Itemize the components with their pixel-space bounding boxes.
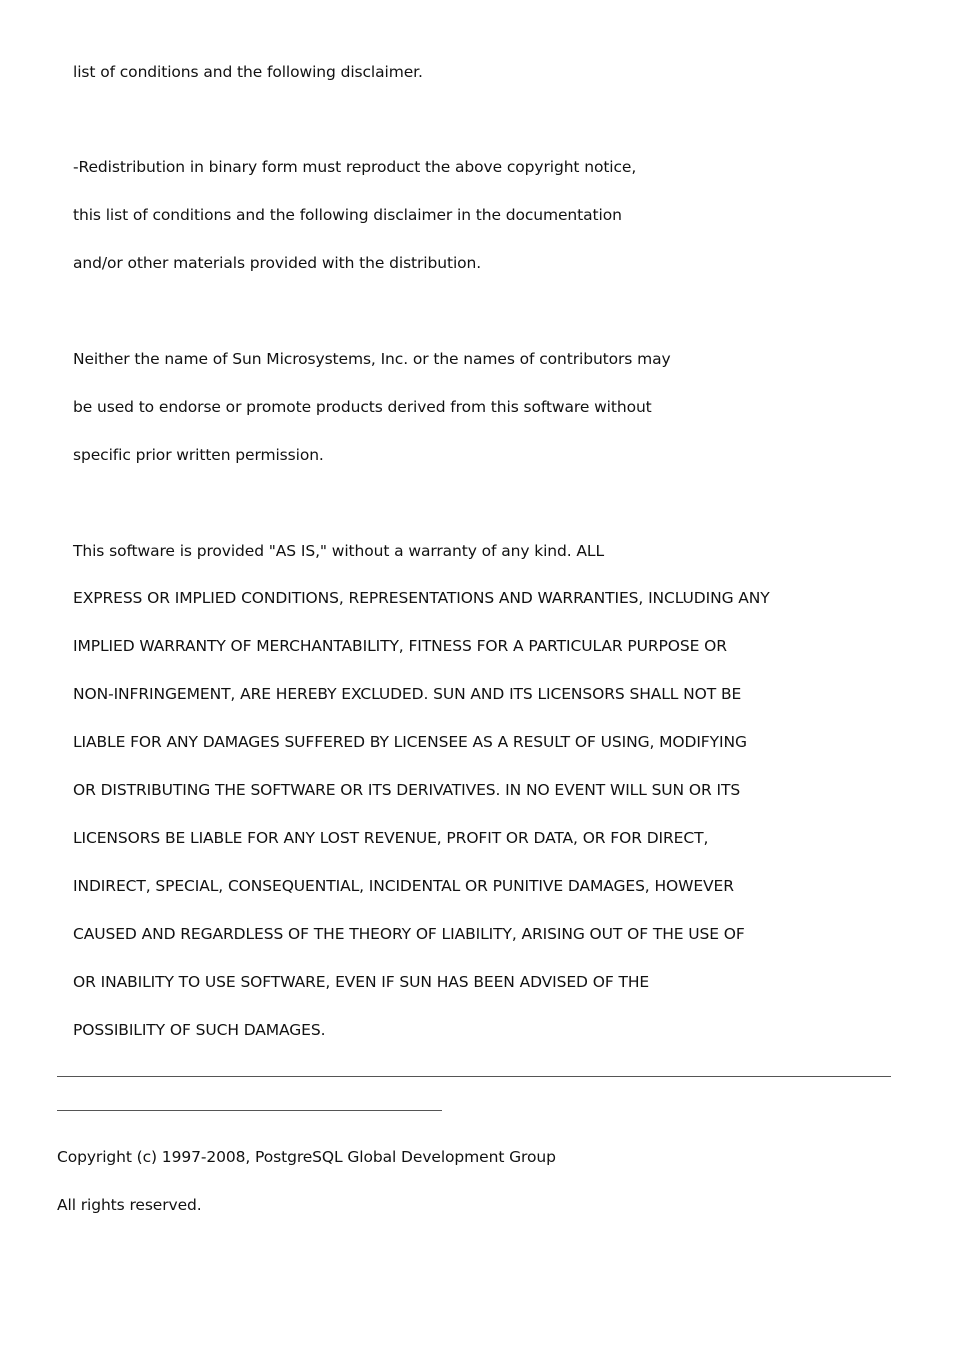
license-line: EXPRESS OR IMPLIED CONDITIONS, REPRESENTATIONS AND WARRANTIES, INCLUDING ANY <box>73 589 770 607</box>
license-line: POSSIBILITY OF SUCH DAMAGES. <box>73 1021 326 1039</box>
license-line: Neither the name of Sun Microsystems, Inc. or the names of contributors may <box>73 350 671 368</box>
license-line: IMPLIED WARRANTY OF MERCHANTABILITY, FITNESS FOR A PARTICULAR PURPOSE OR <box>73 637 727 655</box>
license-line: This software is provided "AS IS," without a warranty of any kind. ALL <box>73 542 604 560</box>
section-divider <box>57 1076 891 1077</box>
license-line: -Redistribution in binary form must reproduct the above copyright notice, <box>73 158 637 176</box>
rights-reserved: All rights reserved. <box>57 1196 202 1214</box>
license-line: LICENSORS BE LIABLE FOR ANY LOST REVENUE, PROFIT OR DATA, OR FOR DIRECT, <box>73 829 709 847</box>
license-line: this list of conditions and the following disclaimer in the documentation <box>73 206 622 224</box>
license-line: NON-INFRINGEMENT, ARE HEREBY EXCLUDED. SUN AND ITS LICENSORS SHALL NOT BE <box>73 685 742 703</box>
license-line: CAUSED AND REGARDLESS OF THE THEORY OF LIABILITY, ARISING OUT OF THE USE OF <box>73 925 745 943</box>
license-line: and/or other materials provided with the distribution. <box>73 254 482 272</box>
license-line: specific prior written permission. <box>73 446 324 464</box>
copyright-notice: Copyright (c) 1997-2008, PostgreSQL Global Development Group <box>57 1148 556 1166</box>
license-line: LIABLE FOR ANY DAMAGES SUFFERED BY LICENSEE AS A RESULT OF USING, MODIFYING <box>73 733 747 751</box>
license-line: list of conditions and the following disclaimer. <box>73 63 423 81</box>
license-line: INDIRECT, SPECIAL, CONSEQUENTIAL, INCIDENTAL OR PUNITIVE DAMAGES, HOWEVER <box>73 877 734 895</box>
license-line: OR DISTRIBUTING THE SOFTWARE OR ITS DERIVATIVES. IN NO EVENT WILL SUN OR ITS <box>73 781 741 799</box>
license-line: OR INABILITY TO USE SOFTWARE, EVEN IF SUN HAS BEEN ADVISED OF THE <box>73 973 650 991</box>
license-line: be used to endorse or promote products derived from this software without <box>73 398 652 416</box>
section-divider-short <box>57 1110 442 1111</box>
